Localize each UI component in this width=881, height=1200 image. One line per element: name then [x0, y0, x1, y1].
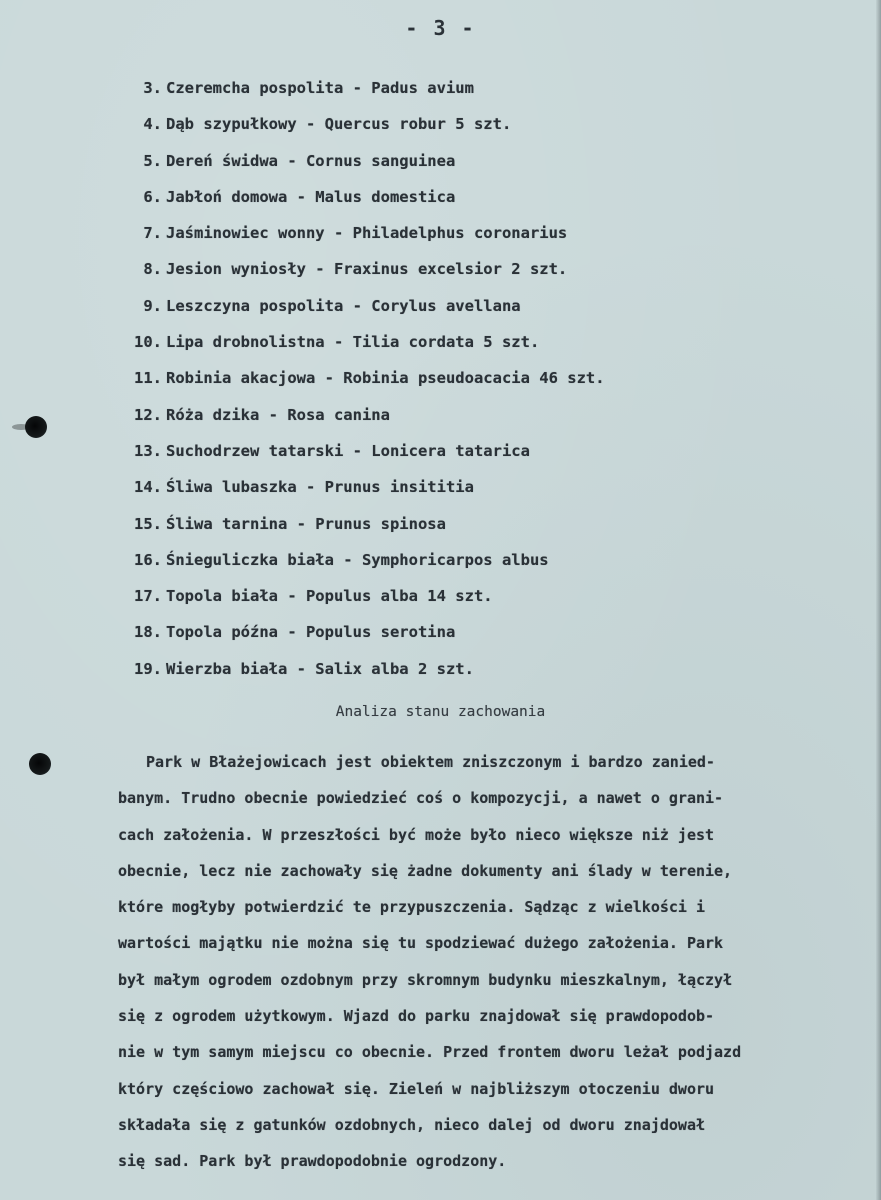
list-item-text: Dąb szypułkowy - Quercus robur 5 szt.	[166, 115, 512, 134]
list-item-text: Topola biała - Populus alba 14 szt.	[166, 587, 493, 606]
paragraph-line: Park w Błażejowicach jest obiektem zniszczonym i bardzo zanied-	[146, 753, 715, 771]
section-heading: Analiza stanu zachowania	[335, 704, 546, 720]
list-item	[118, 288, 605, 324]
paragraph-line: się sad. Park był prawdopodobnie ogrodzony.	[118, 1152, 507, 1171]
analysis-paragraph	[118, 744, 870, 1180]
paragraph-line: składała się z gatunków ozdobnych, nieco dalej od dworu znajdował	[118, 1115, 705, 1134]
list-item-text: Lipa drobnolistna - Tilia cordata 5 szt.	[166, 333, 540, 352]
list-item-text: Dereń świdwa - Cornus sanguinea	[166, 151, 456, 170]
list-item-text: Śliwa tarnina - Prunus spinosa	[166, 514, 446, 533]
list-item-text: Jaśminowiec wonny - Philadelphus coronarius	[166, 224, 568, 243]
list-item	[118, 651, 605, 687]
list-item-text: Śnieguliczka biała - Symphoricarpos albus	[166, 550, 549, 569]
list-item-number: 17.	[134, 587, 162, 606]
list-item-number: 8.	[143, 260, 162, 279]
list-item-number: 7.	[143, 224, 162, 243]
list-item-number: 18.	[134, 623, 162, 642]
paragraph-line: był małym ogrodem ozdobnym przy skromnym budynku mieszkalnym, łączył	[118, 970, 733, 989]
list-item	[118, 433, 605, 469]
list-item	[118, 614, 605, 650]
list-item-number: 13.	[134, 441, 162, 460]
list-item	[118, 506, 605, 542]
list-item-number: 16.	[134, 550, 162, 569]
list-item-text: Topola późna - Populus serotina	[166, 623, 456, 642]
list-item-text: Jabłoń domowa - Malus domestica	[166, 187, 456, 206]
list-item-number: 14.	[134, 478, 162, 497]
list-item-text: Róża dzika - Rosa canina	[166, 405, 390, 424]
species-list	[118, 70, 605, 687]
paragraph-line: banym. Trudno obecnie powiedzieć coś o kompozycji, a nawet o grani-	[118, 789, 724, 808]
list-item-text: Śliwa lubaszka - Prunus insititia	[166, 478, 474, 497]
list-item	[118, 179, 605, 215]
list-item	[118, 215, 605, 251]
list-item-number: 4.	[143, 115, 162, 134]
list-item-text: Jesion wyniosły - Fraxinus excelsior 2 szt.	[166, 260, 568, 279]
paragraph-line: który częściowo zachował się. Zieleń w najbliższym otoczeniu dworu	[118, 1079, 715, 1098]
paragraph-line: które mogłyby potwierdzić te przypuszczenia. Sądząc z wielkości i	[118, 898, 705, 917]
list-item	[118, 70, 605, 106]
list-item-number: 15.	[134, 514, 162, 533]
list-item	[118, 143, 605, 179]
list-item-number: 6.	[143, 187, 162, 206]
list-item	[118, 578, 605, 614]
list-item-text: Wierzba biała - Salix alba 2 szt.	[166, 659, 474, 678]
list-item-text: Robinia akacjowa - Robinia pseudoacacia 46 szt.	[166, 369, 605, 388]
list-item	[118, 324, 605, 360]
list-item	[118, 542, 605, 578]
paragraph-line: wartości majątku nie można się tu spodziewać dużego założenia. Park	[118, 934, 724, 953]
paragraph-line: cach założenia. W przeszłości być może było nieco większe niż jest	[118, 825, 715, 844]
paragraph-line: się z ogrodem użytkowym. Wjazd do parku znajdował się prawdopodob-	[118, 1007, 715, 1026]
paragraph-line: obecnie, lecz nie zachowały się żadne dokumenty ani ślady w terenie,	[118, 861, 733, 880]
list-item-number: 19.	[134, 659, 162, 678]
list-item-number: 10.	[134, 333, 162, 352]
page-edge-shadow	[876, 0, 881, 1200]
punch-hole-upper	[25, 416, 47, 438]
paragraph-line: nie w tym samym miejscu co obecnie. Przed frontem dworu leżał podjazd	[118, 1043, 742, 1062]
list-item-text: Suchodrzew tatarski - Lonicera tatarica	[166, 441, 530, 460]
list-item	[118, 397, 605, 433]
list-item-number: 5.	[143, 151, 162, 170]
list-item-number: 12.	[134, 405, 162, 424]
page-number: - 3 -	[405, 16, 476, 40]
list-item	[118, 469, 605, 505]
list-item-number: 11.	[134, 369, 162, 388]
list-item	[118, 360, 605, 396]
list-item-text: Leszczyna pospolita - Corylus avellana	[166, 296, 521, 315]
list-item-text: Czeremcha pospolita - Padus avium	[166, 79, 474, 97]
list-item	[118, 251, 605, 287]
punch-hole-lower	[29, 753, 51, 775]
list-item-number: 3.	[143, 79, 162, 97]
list-item	[118, 106, 605, 142]
list-item-number: 9.	[143, 296, 162, 315]
